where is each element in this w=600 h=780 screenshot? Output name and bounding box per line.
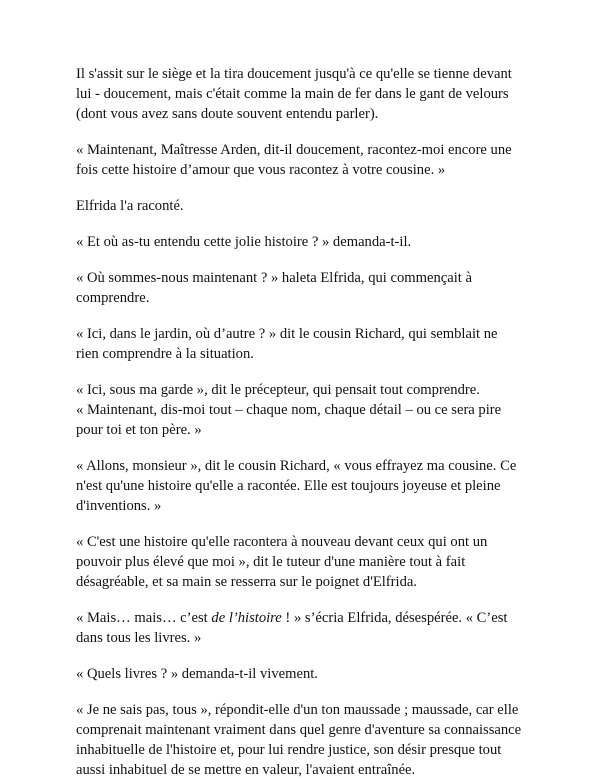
- text-line: Il s'assit sur le siège et la tira doucement jusqu'à ce qu'elle se tienne devant: [76, 66, 512, 82]
- paragraph-12: [76, 700, 546, 780]
- document-page: [76, 64, 546, 780]
- paragraph-6: [76, 324, 546, 364]
- text-run: ! » s’écria Elfrida, désespérée. « C’est: [281, 610, 508, 626]
- paragraph-11: [76, 664, 546, 684]
- text-line: « Où sommes-nous maintenant ? » haleta Elfrida, qui commençait à: [76, 270, 472, 286]
- text-line: [76, 608, 546, 628]
- text-line: Elfrida l'a raconté.: [76, 198, 184, 214]
- text-line: « Maintenant, Maîtresse Arden, dit-il doucement, racontez-moi encore une: [76, 142, 512, 158]
- text-line: aussi inhabituel de se mettre en valeur, l'avaient entraînée.: [76, 762, 416, 778]
- paragraph-9: [76, 532, 546, 592]
- text-line: pouvoir plus élevé que moi », dit le tuteur d'une manière tout à fait: [76, 554, 466, 570]
- paragraph-1: [76, 64, 546, 124]
- text-line: (dont vous avez sans doute souvent entendu parler).: [76, 106, 379, 122]
- text-line: dans tous les livres. »: [76, 630, 202, 646]
- text-line: pour toi et ton père. »: [76, 422, 202, 438]
- text-line: « Je ne sais pas, tous », répondit-elle d'un ton maussade ; maussade, car elle: [76, 702, 519, 718]
- text-line: désagréable, et sa main se resserra sur le poignet d'Elfrida.: [76, 574, 417, 590]
- paragraph-2: [76, 140, 546, 180]
- text-line: rien comprendre à la situation.: [76, 346, 254, 362]
- text-line: inhabituelle de l'histoire et, pour lui rendre justice, son désir presque tout: [76, 742, 502, 758]
- paragraph-5: [76, 268, 546, 308]
- text-line: d'inventions. »: [76, 498, 162, 514]
- text-line: « C'est une histoire qu'elle racontera à nouveau devant ceux qui ont un: [76, 534, 488, 550]
- paragraph-3: [76, 196, 546, 216]
- text-run: « Mais… mais… c’est: [76, 610, 212, 626]
- text-line: « Maintenant, dis-moi tout – chaque nom, chaque détail – ou ce sera pire: [76, 402, 502, 418]
- paragraph-4: [76, 232, 546, 252]
- paragraph-8: [76, 456, 546, 516]
- text-line: « Ici, sous ma garde », dit le précepteur, qui pensait tout comprendre.: [76, 382, 480, 398]
- text-line: « Quels livres ? » demanda-t-il vivement.: [76, 666, 318, 682]
- text-line: fois cette histoire d’amour que vous racontez à votre cousine. »: [76, 162, 446, 178]
- paragraph-7: [76, 380, 546, 440]
- text-line: comprendre.: [76, 290, 150, 306]
- text-line: « Et où as-tu entendu cette jolie histoire ? » demanda-t-il.: [76, 234, 412, 250]
- text-line: « Allons, monsieur », dit le cousin Richard, « vous effrayez ma cousine. Ce: [76, 458, 517, 474]
- paragraph-10: [76, 608, 546, 648]
- italic-text: de l’histoire: [211, 610, 282, 626]
- text-line: n'est qu'une histoire qu'elle a racontée. Elle est toujours joyeuse et pleine: [76, 478, 501, 494]
- text-line: comprenait maintenant vraiment dans quel genre d'aventure sa connaissance: [76, 722, 522, 738]
- text-line: lui - doucement, mais c'était comme la main de fer dans le gant de velours: [76, 86, 509, 102]
- text-line: « Ici, dans le jardin, où d’autre ? » dit le cousin Richard, qui semblait ne: [76, 326, 498, 342]
